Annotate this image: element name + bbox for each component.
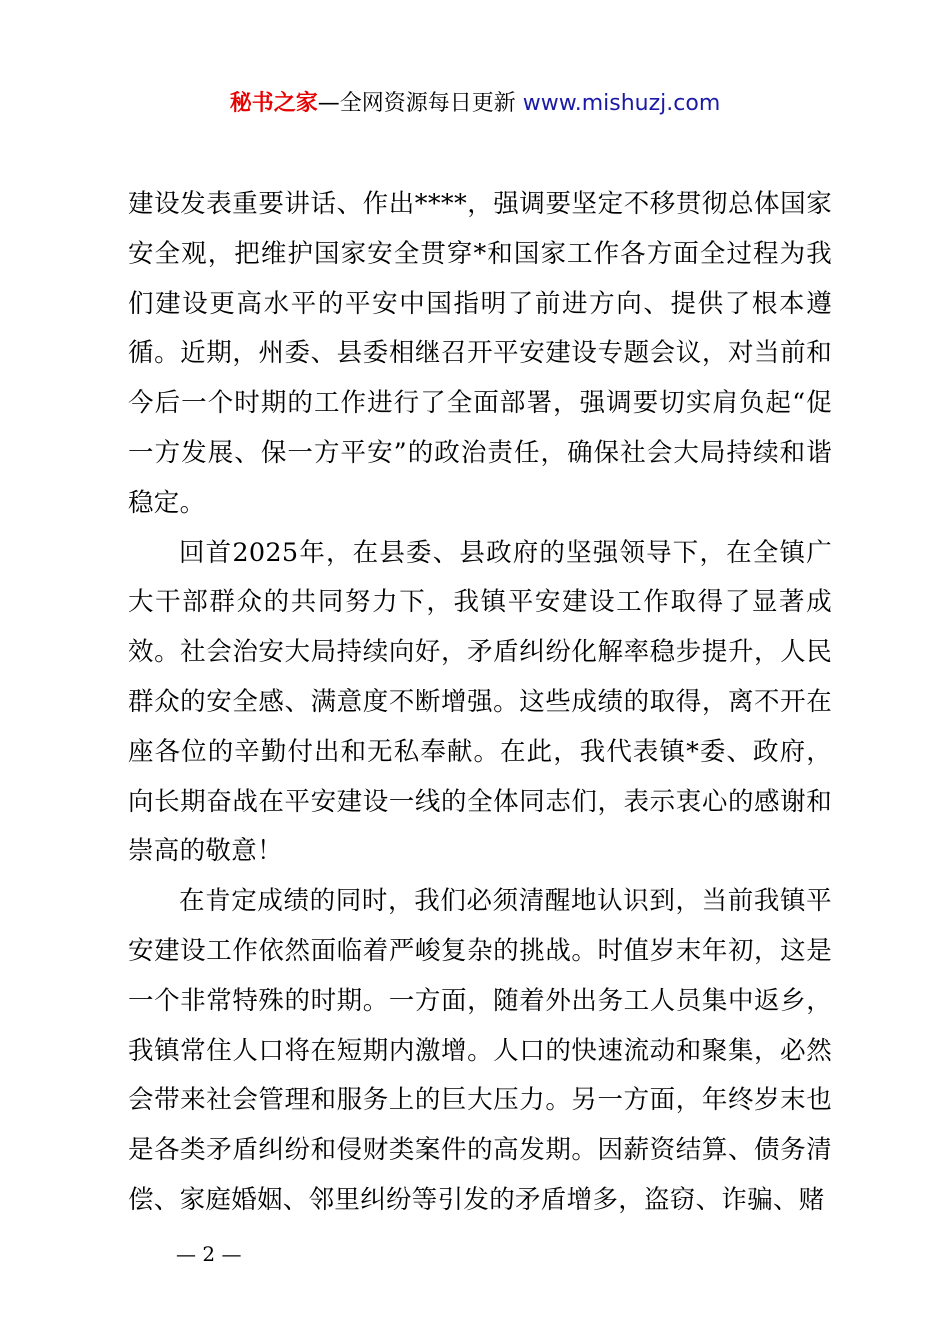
document-body: [128, 180, 832, 1226]
site-header: [0, 84, 950, 124]
paragraph-2: 回首2025年，在县委、县政府的坚强领导下，在全镇广大干部群众的共同努力下，我镇平安建设工作取得了显著成效。社会治安大局持续向好，矛盾纠纷化解率稳步提升，人民群众的安全感、满意度不断增强。这些成绩的取得，离不开在座各位的辛勤付出和无私奉献。在此，我代表镇*委、政府，向长期奋战在平安建设一线的全体同志们，表示衷心的感谢和崇高的敬意！: [128, 537, 832, 867]
header-tagline: —全网资源每日更新: [317, 91, 516, 116]
brand-name: 秘书之家: [229, 91, 318, 116]
paragraph-1: 建设发表重要讲话、作出****，强调要坚定不移贯彻总体国家安全观，把维护国家安全贯穿*和国家工作各方面全过程为我们建设更高水平的平安中国指明了前进方向、提供了根本遵循。近期，州委、县委相继召开平安建设专题会议，对当前和今后一个时期的工作进行了全面部署，强调要切实肩负起“促一方发展、保一方平安”的政治责任，确保社会大局持续和谐稳定。: [128, 189, 832, 518]
site-url-link[interactable]: www.mishuzj.com: [522, 91, 721, 116]
page-number: — 2 —: [176, 1242, 242, 1266]
paragraph-3: 在肯定成绩的同时，我们必须清醒地认识到，当前我镇平安建设工作依然面临着严峻复杂的挑战。时值岁末年初，这是一个非常特殊的时期。一方面，随着外出务工人员集中返乡，我镇常住人口将在短期内激增。人口的快速流动和聚集，必然会带来社会管理和服务上的巨大压力。另一方面，年终岁末也是各类矛盾纠纷和侵财类案件的高发期。因薪资结算、债务清偿、家庭婚姻、邻里纠纷等引发的矛盾增多，盗窃、诈骗、赌: [128, 886, 832, 1215]
